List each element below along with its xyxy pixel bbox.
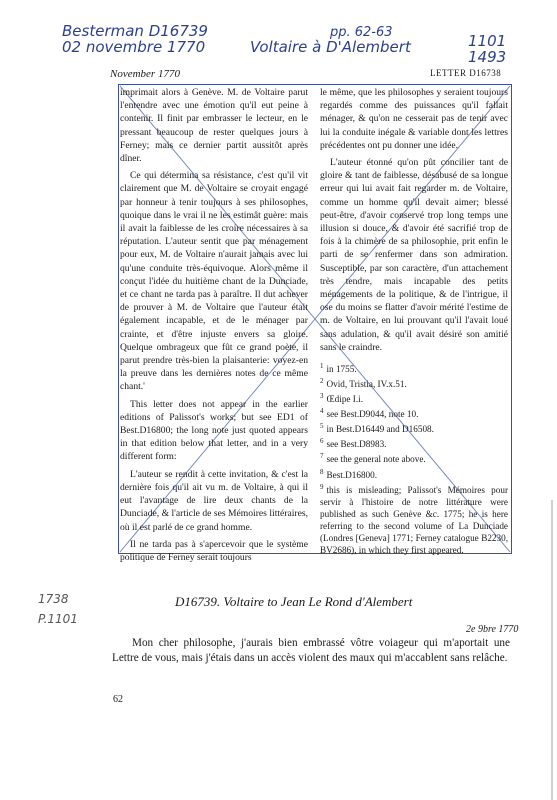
footnote: $^2$ Ovid, Tristia, IV.x.51.	[320, 377, 407, 390]
handwritten-pages: pp. 62-63	[330, 25, 393, 40]
right-column	[320, 86, 508, 556]
handwritten-number-1: 1101	[468, 32, 507, 50]
running-header-left: November 1770	[110, 68, 180, 80]
margin-note-2: P.1101	[38, 612, 78, 626]
left-paragraph-4: L'auteur se rendit à cette invitation, & c'est la dernière fois qu'il ait vu m. de Voltaire, à qui il eut l'avantage de lire deux chants de la Dunciade, & l'article de ses Mémoires littéraires, où il est parlé de ce grand homme.	[120, 468, 308, 533]
handwritten-reference: Besterman D16739	[62, 22, 208, 40]
left-paragraph-2: Ce qui détermina sa résistance, c'est qu'il vit clairement que M. de Voltaire se croyait engagé par honneur à tenir toujours à ses philosophes, quoique dans le vrai il ne les estimât guère: mais il avait la faiblesse de les croire nécessaires à sa réputation. L'auteur sentit que par ménagement pour eux, M. de Voltaire n'aurait jamais avec lui qu'une conduite très-équivoque. Alors même il conçut l'idée du huitième chant de la Dunciade, et ce chant ne tarda pas à paraître. Il dut achever de prouver à M. de Voltaire que l'auteur était également incapable, et de le ménager par crainte, et d'être injuste envers sa gloire. Quelque ombrageux que fût ce grand poète, il parut prendre très-bien la plaisanterie: voyez-en la preuve dans les dernières notes de ce même chant.'	[120, 170, 308, 393]
footnote: $^3$ Œdipe I.i.	[320, 392, 363, 405]
footnote: $^8$ Best.D16800.	[320, 467, 378, 480]
left-paragraph-5: Il ne tarda pas à s'apercevoir que le système politique de Ferney serait toujours	[120, 538, 308, 563]
footnote: $^7$ see the general note above.	[320, 452, 426, 465]
margin-note-1: 1738	[38, 592, 69, 606]
handwritten-title: Voltaire à D'Alembert	[250, 38, 411, 56]
footnote: $^5$ in Best.D16449 and D16508.	[320, 422, 434, 435]
page-number: 62	[113, 694, 123, 705]
footnote: $^4$ see Best.D9044, note 10.	[320, 407, 419, 420]
left-column	[120, 86, 308, 568]
left-paragraph-3: This letter does not appear in the earlier editions of Palissot's works; but see ED1 of Best.D16800; the long note just quoted appears in that edition below that letter, and in a very different form:	[120, 398, 308, 463]
footnote: $^1$ in 1755.	[320, 362, 357, 375]
footnote: $^9$ this is misleading; Palissot's Mémoires pour servir à l'histoire de notre littérature were published as such Genève &c. 1775; he is here referring to the second volume of La Dunciade (Londres [Geneva] 1771; Ferney catalogue B2230, BV2686), in which they first appeared.	[320, 482, 508, 555]
letter-body	[112, 636, 510, 666]
left-paragraph-1: imprimait alors à Genève. M. de Voltaire parut l'entendre avec une émotion qu'il eut peine à contenir. Il finit par embrasser le lecteur, en le pressant beaucoup de rester quelques jours à Ferney; mais ce dernier partit aussitôt après dîner.	[120, 87, 308, 165]
handwritten-number-2: 1493	[468, 48, 507, 66]
letter-paragraph: Mon cher philosophe, j'aurais bien embrassé vôtre voiageur qui m'aportait une Lettre de vous, mais j'étais dans un accès violent des maux qui m'accablent sans relâche.	[112, 637, 510, 664]
footnote: $^6$ see Best.D8983.	[320, 437, 387, 450]
handwritten-date: 02 novembre 1770	[62, 38, 206, 56]
right-paragraph-2: L'auteur étonné qu'on pût concilier tant de gloire & tant de faiblesse, désabusé de sa longue erreur qui lui avait fait regarder m. de Voltaire, comme un homme qu'il devait aimer; blessé peut-être, d'avoir conservé trop long temps une illusion si douce, & d'avoir été sacrifié trop de fois à la chimère de sa philosophie, prit enfin le parti de se renfermer dans son admiration. Susceptible, par son caractère, d'un attachement très tendre, mais incapable des petits ménagements de la politique, & de l'intrigue, il ose du moins se flatter d'avoir mérité l'estime de m. de Voltaire, en lui prouvant qu'il l'avait loué sans adulation, & qu'il avait désiré son amitié sans le craindre.	[320, 157, 508, 353]
letter-date: 2e 9bre 1770	[466, 624, 519, 635]
running-header-right: LETTER D16738	[430, 68, 502, 78]
footnotes	[320, 360, 508, 556]
letter-heading: D16739. Voltaire to Jean Le Rond d'Alembert	[175, 594, 413, 609]
right-paragraph-1: le même, que les philosophes y seraient toujours regardés comme des puissances qu'il fallait ménager, & qu'on ne cesserait pas de tenir avec lui la conduite inégale & variable dont les lettres précédentes ont pu donner une idée.	[320, 87, 508, 151]
scan-edge-mark	[551, 500, 553, 800]
